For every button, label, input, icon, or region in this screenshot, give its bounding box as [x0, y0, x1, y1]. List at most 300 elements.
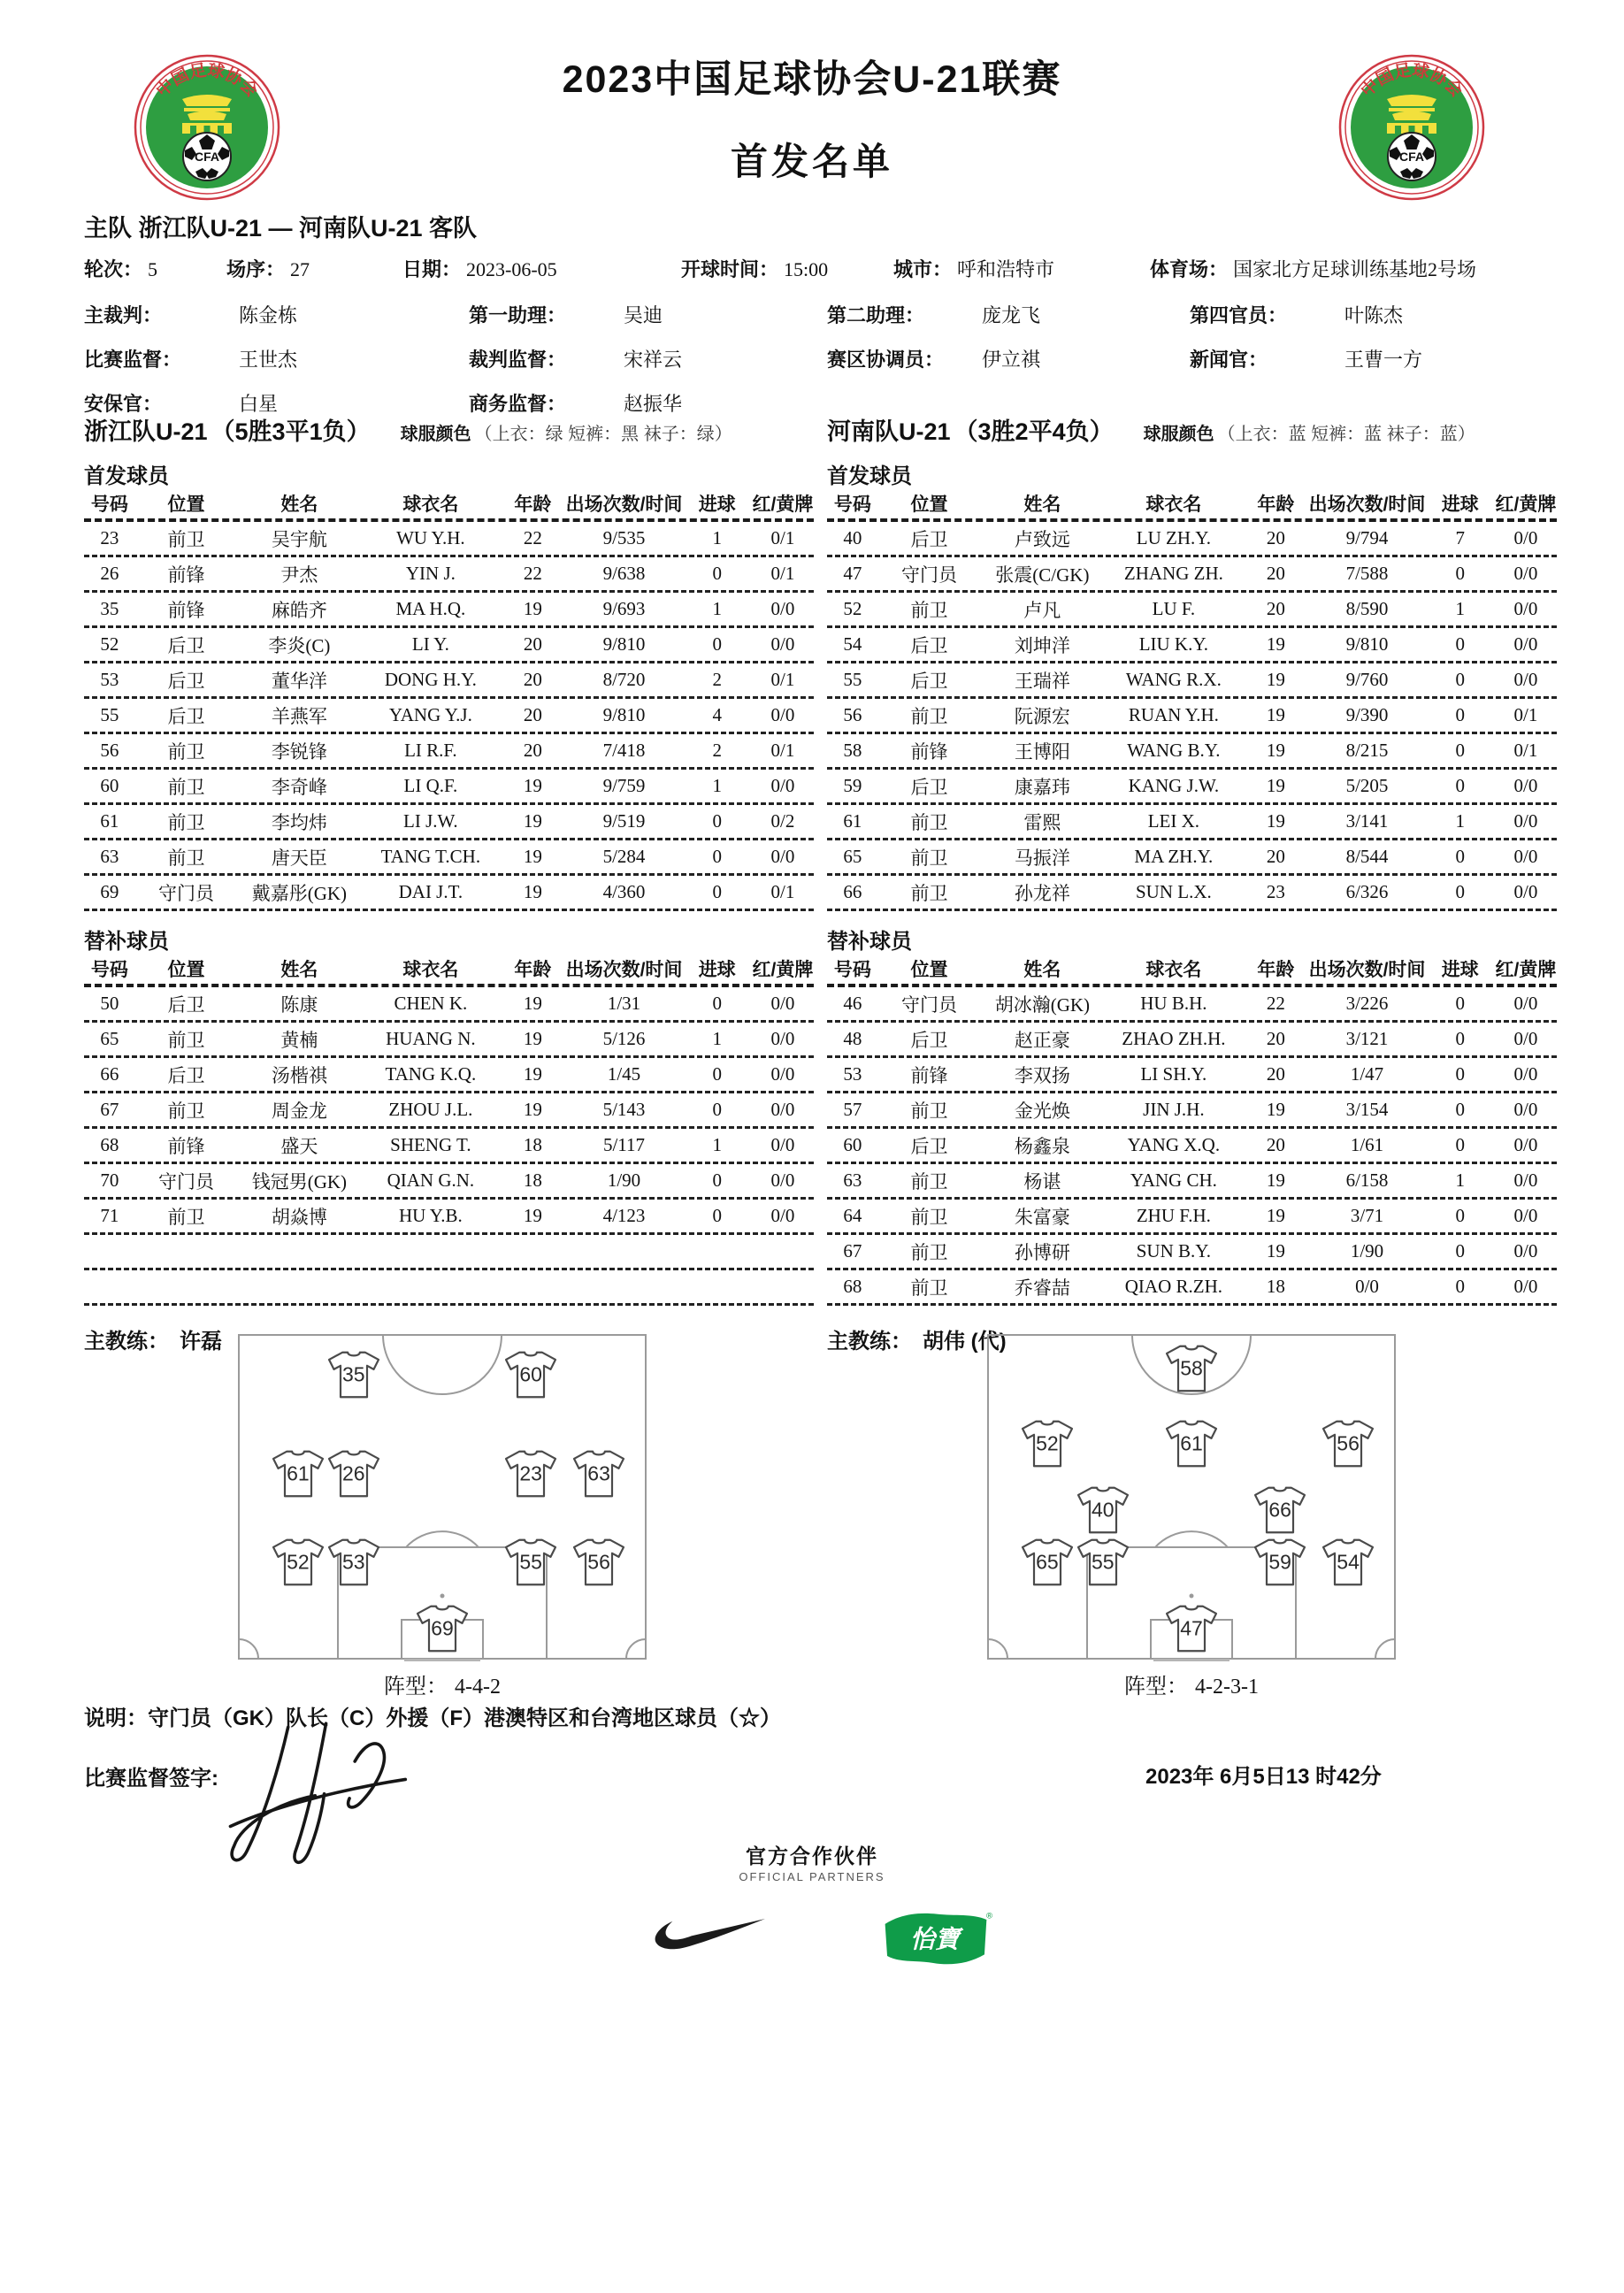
player-position: 前卫: [910, 882, 948, 904]
player-apps-time: 1/31: [607, 993, 641, 1014]
officials-row: [0, 345, 1624, 375]
official-label: 第四官员：: [1190, 304, 1288, 326]
jersey-icon: [1076, 1485, 1130, 1534]
player-position: 后卫: [167, 1064, 205, 1086]
player-apps-time: 5/117: [602, 1134, 646, 1155]
player-number: 58: [843, 740, 862, 761]
cfa-ring-text: 中国足球协会: [153, 61, 261, 101]
player-position: 前卫: [167, 1029, 205, 1051]
player-jersey-name: WANG R.X.: [1125, 669, 1222, 690]
player-goals: 0: [1455, 740, 1465, 761]
official-label: 新闻官：: [1190, 349, 1268, 371]
player-goals: 0: [1455, 633, 1465, 655]
player-number: 54: [843, 633, 862, 655]
player-apps-time: 6/326: [1345, 881, 1389, 902]
col-jersey-name: 球衣名: [1145, 495, 1202, 515]
match-info-value: 呼和浩特市: [957, 258, 1055, 280]
player-name: 李均炜: [271, 811, 327, 833]
player-apps-time: 1/61: [1350, 1134, 1384, 1155]
player-number: 53: [100, 669, 119, 690]
player-number: 71: [100, 1205, 119, 1226]
col-apps-time: 出场次数/时间: [1308, 960, 1426, 980]
player-name: 康嘉玮: [1014, 776, 1070, 798]
player-goals: 7: [1455, 527, 1465, 548]
player-age: 19: [523, 1099, 542, 1120]
player-name: 雷熙: [1023, 811, 1061, 833]
player-age: 19: [1266, 669, 1285, 690]
jersey-icon: [1165, 1604, 1218, 1653]
player-cards: 0/0: [1513, 1028, 1538, 1049]
match-info-item: [681, 255, 828, 282]
col-position: 位置: [167, 495, 205, 515]
player-row: [827, 734, 1557, 770]
player-row: [84, 593, 814, 628]
player-jersey-name: SUN B.Y.: [1136, 1240, 1211, 1262]
player-cards: 0/0: [770, 775, 795, 796]
subs-table: [827, 987, 1557, 1306]
player-goals: 1: [712, 775, 722, 796]
player-goals: 0: [712, 563, 722, 584]
player-apps-time: 9/810: [602, 633, 646, 655]
official-value: 王曹一方: [1344, 349, 1423, 371]
subs-block: [827, 924, 1557, 1306]
player-position: 前锋: [910, 1064, 948, 1086]
match-info-item: [226, 255, 310, 282]
player-jersey-name: SUN L.X.: [1135, 881, 1212, 902]
kit-colors-value: （上衣：绿 短裤：黑 袜子：绿）: [474, 425, 732, 444]
note-label: 说明：: [84, 1706, 148, 1730]
player-row: [827, 1093, 1557, 1129]
jersey-number: 66: [1268, 1498, 1291, 1522]
player-row: [827, 805, 1557, 840]
player-position: 后卫: [167, 670, 205, 692]
player-row: [84, 770, 814, 805]
official-label: 第二助理：: [827, 304, 925, 326]
player-row: [827, 522, 1557, 557]
player-jersey-name: LI R.F.: [404, 740, 457, 761]
official-label: 商务监督：: [469, 393, 567, 415]
coach-label: 主教练：: [827, 1330, 912, 1354]
yibao-logo-icon: [880, 1909, 995, 1975]
player-name: 胡冰瀚(GK): [994, 993, 1091, 1016]
player-apps-time: 1/90: [1350, 1240, 1384, 1262]
col-position: 位置: [910, 960, 948, 980]
official-item: [84, 345, 464, 372]
player-cards: 0/0: [770, 1134, 795, 1155]
player-row: [827, 987, 1557, 1023]
player-goals: 2: [712, 669, 722, 690]
player-apps-time: 6/158: [1345, 1170, 1389, 1191]
officials-row: [0, 301, 1624, 331]
player-apps-time: 9/759: [602, 775, 646, 796]
jersey-number: 53: [342, 1550, 365, 1574]
table-header: [827, 954, 1557, 984]
player-goals: 1: [1455, 810, 1465, 832]
col-apps-time: 出场次数/时间: [565, 495, 683, 515]
player-name: 羊燕军: [271, 705, 327, 727]
player-goals: 1: [712, 1134, 722, 1155]
player-jersey-name: HUANG N.: [386, 1028, 476, 1049]
player-number: 66: [843, 881, 862, 902]
player-age: 19: [523, 598, 542, 619]
formation-value: 4-4-2: [455, 1676, 501, 1699]
col-number: 号码: [833, 960, 871, 980]
subs-section-label: 替补球员: [84, 930, 169, 954]
player-jersey-name: WU Y.H.: [396, 527, 465, 548]
player-jersey-name: TANG T.CH.: [380, 846, 481, 867]
player-name: 张震(C/GK): [995, 564, 1090, 586]
formation-label: 阵型：: [384, 1675, 448, 1699]
player-name: 马振洋: [1014, 847, 1070, 869]
player-cards: 0/0: [1513, 1134, 1538, 1155]
col-position: 位置: [167, 960, 205, 980]
player-row: [827, 1270, 1557, 1306]
player-position: 前卫: [910, 1241, 948, 1263]
player-name: 钱冠男(GK): [251, 1170, 348, 1193]
player-position: 前卫: [910, 1170, 948, 1193]
note-text: 守门员（GK）队长（C）外援（F）港澳特区和台湾地区球员（☆）: [148, 1706, 781, 1730]
official-label: 裁判监督：: [469, 349, 567, 371]
goal-bar: [404, 1659, 480, 1661]
col-age: 年龄: [1257, 960, 1295, 980]
player-cards: 0/0: [1513, 1240, 1538, 1262]
player-position: 前锋: [167, 564, 205, 586]
player-cards: 0/0: [1513, 775, 1538, 796]
player-age: 19: [1266, 1099, 1285, 1120]
match-info-label: 开球时间：: [681, 258, 779, 280]
player-row: [827, 770, 1557, 805]
player-apps-time: 8/720: [602, 669, 646, 690]
player-name: 刘坤洋: [1014, 634, 1070, 656]
jersey-icon: [416, 1604, 469, 1653]
jersey-icon: [504, 1538, 557, 1587]
player-goals: 1: [1455, 1170, 1465, 1191]
player-cards: 0/0: [1513, 1205, 1538, 1226]
player-age: 20: [1266, 1134, 1285, 1155]
player-goals: 2: [712, 740, 722, 761]
player-number: 26: [100, 563, 119, 584]
player-number: 35: [100, 598, 119, 619]
player-position: 守门员: [158, 882, 214, 904]
player-age: 20: [1266, 1028, 1285, 1049]
player-position: 前卫: [167, 811, 205, 833]
player-age: 22: [1266, 993, 1285, 1014]
player-position: 前卫: [167, 740, 205, 763]
player-jersey-name: HU B.H.: [1140, 993, 1207, 1014]
player-cards: 0/0: [770, 704, 795, 725]
nike-logo-icon: [653, 1918, 766, 1960]
player-apps-time: 9/810: [602, 704, 646, 725]
player-number: 53: [843, 1063, 862, 1085]
player-cards: 0/1: [1513, 740, 1538, 761]
player-cards: 0/0: [1513, 846, 1538, 867]
jersey-number: 35: [342, 1362, 365, 1386]
player-name: 乔睿喆: [1014, 1277, 1070, 1299]
team-panel-away: [827, 412, 1557, 1354]
jersey-number: 56: [587, 1550, 610, 1574]
player-number: 46: [843, 993, 862, 1014]
player-cards: 0/0: [770, 1099, 795, 1120]
player-age: 19: [1266, 1240, 1285, 1262]
player-goals: 0: [1455, 1205, 1465, 1226]
player-name: 汤楷祺: [271, 1064, 327, 1086]
player-cards: 0/0: [1513, 598, 1538, 619]
jersey-icon: [572, 1449, 625, 1498]
player-cards: 0/0: [770, 993, 795, 1014]
player-apps-time: 5/143: [602, 1099, 646, 1120]
player-goals: 0: [1455, 1276, 1465, 1297]
official-value: 叶陈杰: [1344, 304, 1404, 326]
player-name: 孙龙祥: [1014, 882, 1070, 904]
player-row: [84, 1093, 814, 1129]
player-goals: 0: [1455, 993, 1465, 1014]
player-cards: 0/1: [770, 563, 795, 584]
player-age: 19: [523, 881, 542, 902]
jersey-icon: [272, 1449, 325, 1498]
player-position: 前卫: [910, 1277, 948, 1299]
player-apps-time: 8/590: [1345, 598, 1389, 619]
player-goals: 0: [1455, 669, 1465, 690]
kit-colors-value: （上衣：蓝 短裤：蓝 袜子：蓝）: [1217, 425, 1475, 444]
player-cards: 0/0: [1513, 993, 1538, 1014]
player-name: 金光焕: [1014, 1100, 1070, 1122]
col-age: 年龄: [1257, 495, 1295, 515]
player-number: 55: [843, 669, 862, 690]
player-age: 19: [1266, 633, 1285, 655]
jersey-icon: [1253, 1538, 1306, 1587]
kit-colors-label: 球服颜色: [1143, 425, 1214, 444]
player-position: 前卫: [167, 847, 205, 869]
jersey-number: 55: [1092, 1550, 1115, 1574]
player-jersey-name: ZHANG ZH.: [1123, 563, 1223, 584]
col-jersey-name: 球衣名: [402, 960, 459, 980]
player-jersey-name: CHEN K.: [394, 993, 468, 1014]
player-name: 李炎(C): [268, 634, 331, 656]
team-name: 河南队U-21: [827, 418, 951, 445]
player-apps-time: 5/284: [602, 846, 646, 867]
jersey-icon: [272, 1538, 325, 1587]
player-row: [827, 593, 1557, 628]
player-row: [84, 522, 814, 557]
player-age: 19: [523, 1205, 542, 1226]
player-age: 19: [1266, 704, 1285, 725]
player-name: 陈康: [280, 993, 318, 1016]
player-position: 前卫: [910, 1100, 948, 1122]
player-age: 19: [523, 1028, 542, 1049]
player-position: 前锋: [167, 1135, 205, 1157]
player-jersey-name: QIAN G.N.: [387, 1170, 475, 1191]
player-age: 19: [523, 846, 542, 867]
col-name: 姓名: [280, 495, 318, 515]
player-position: 后卫: [167, 993, 205, 1016]
subs-table: [84, 987, 814, 1235]
jersey-icon: [1253, 1485, 1306, 1534]
player-number: 61: [100, 810, 119, 832]
team-record: （5胜3平1负）: [211, 418, 371, 445]
player-goals: 0: [712, 1099, 722, 1120]
player-cards: 0/0: [770, 1205, 795, 1226]
coach-name: 许磊: [180, 1330, 222, 1354]
player-name: 卢致远: [1014, 528, 1070, 550]
player-row: [827, 557, 1557, 593]
team-panel-home: [84, 412, 814, 1354]
player-row: [827, 699, 1557, 734]
player-apps-time: 9/519: [602, 810, 646, 832]
player-apps-time: 3/141: [1345, 810, 1389, 832]
jersey-icon: [504, 1351, 557, 1400]
player-apps-time: 9/638: [602, 563, 646, 584]
match-info-item: [893, 255, 1054, 282]
official-item: [1190, 301, 1570, 328]
player-goals: 0: [1455, 1240, 1465, 1262]
player-name: 李锐锋: [271, 740, 327, 763]
player-row: [827, 663, 1557, 699]
player-apps-time: 8/215: [1345, 740, 1389, 761]
player-row: [84, 987, 814, 1023]
player-position: 守门员: [158, 1170, 214, 1193]
jersey-number: 26: [342, 1461, 365, 1485]
player-row: [84, 805, 814, 840]
player-goals: 4: [712, 704, 722, 725]
player-jersey-name: LI Y.: [411, 633, 449, 655]
player-name: 孙博研: [1014, 1241, 1070, 1263]
player-apps-time: 9/794: [1345, 527, 1389, 548]
player-jersey-name: SHENG T.: [390, 1134, 471, 1155]
player-row: [84, 1023, 814, 1058]
player-position: 前锋: [167, 599, 205, 621]
jersey-number: 69: [431, 1616, 454, 1640]
official-label: 安保官：: [84, 393, 163, 415]
table-header: [84, 954, 814, 984]
match-info-value: 15:00: [784, 258, 829, 280]
player-goals: 0: [1455, 1063, 1465, 1085]
player-jersey-name: YANG CH.: [1130, 1170, 1217, 1191]
player-number: 65: [843, 846, 862, 867]
player-row: [827, 1023, 1557, 1058]
registered-mark: ®: [986, 1911, 993, 1921]
page-title: 2023中国足球协会U-21联赛: [562, 58, 1062, 101]
player-number: 59: [843, 775, 862, 796]
jersey-number: 61: [1180, 1431, 1203, 1455]
jersey-number: 63: [587, 1461, 610, 1485]
player-age: 18: [1266, 1276, 1285, 1297]
player-row: [84, 1200, 814, 1235]
player-position: 前卫: [167, 776, 205, 798]
player-cards: 0/0: [770, 598, 795, 619]
match-info-label: 城市：: [893, 258, 953, 280]
player-row: [84, 1164, 814, 1200]
official-value: 庞龙飞: [982, 304, 1041, 326]
player-position: 前卫: [167, 1100, 205, 1122]
player-number: 48: [843, 1028, 862, 1049]
player-number: 60: [843, 1134, 862, 1155]
player-goals: 0: [712, 633, 722, 655]
formation-value: 4-2-3-1: [1195, 1676, 1259, 1699]
player-row: [827, 628, 1557, 663]
starters-table: [84, 522, 814, 911]
partners-title: 官方合作伙伴: [746, 1844, 878, 1867]
player-age: 20: [1266, 1063, 1285, 1085]
team-header: [84, 412, 814, 446]
player-position: 后卫: [910, 528, 948, 550]
player-jersey-name: YANG X.Q.: [1127, 1134, 1221, 1155]
col-apps-time: 出场次数/时间: [565, 960, 683, 980]
col-age: 年龄: [514, 495, 552, 515]
player-position: 前卫: [167, 528, 205, 550]
yibao-text: 怡寶: [909, 1925, 960, 1953]
player-row: [84, 557, 814, 593]
coach-name: 胡伟 (代): [923, 1330, 1007, 1354]
page-subtitle: 首发名单: [730, 141, 893, 182]
player-position: 后卫: [910, 1029, 948, 1051]
player-age: 19: [1266, 1170, 1285, 1191]
player-age: 19: [523, 810, 542, 832]
col-number: 号码: [833, 495, 871, 515]
player-goals: 0: [1455, 1099, 1465, 1120]
player-number: 52: [843, 598, 862, 619]
matchup-line: 主队 浙江队U-21 — 河南队U-21 客队: [84, 215, 478, 242]
jersey-number: 59: [1268, 1550, 1291, 1574]
player-apps-time: 9/810: [1345, 633, 1389, 655]
formation-pitch-home: [236, 1332, 648, 1661]
player-cards: 0/0: [1513, 1063, 1538, 1085]
formation-label: 阵型：: [1124, 1675, 1188, 1699]
player-goals: 0: [712, 810, 722, 832]
jersey-icon: [1321, 1538, 1375, 1587]
jersey-number: 60: [519, 1362, 542, 1386]
player-name: 尹杰: [280, 564, 318, 586]
player-name: 麻皓齐: [271, 599, 327, 621]
player-name: 李奇峰: [271, 776, 327, 798]
player-row: [827, 1058, 1557, 1093]
player-apps-time: 3/121: [1345, 1028, 1389, 1049]
player-name: 戴嘉彤(GK): [251, 882, 348, 904]
player-jersey-name: TANG K.Q.: [385, 1063, 477, 1085]
jersey-icon: [504, 1449, 557, 1498]
col-cards: 红/黄牌: [752, 495, 814, 515]
col-position: 位置: [910, 495, 948, 515]
player-number: 65: [100, 1028, 119, 1049]
player-position: 前卫: [167, 1206, 205, 1228]
player-position: 守门员: [901, 993, 957, 1016]
player-row: [827, 1200, 1557, 1235]
player-age: 19: [1266, 1205, 1285, 1226]
jersey-icon: [1321, 1420, 1375, 1469]
empty-row: [84, 1270, 814, 1306]
player-position: 前卫: [910, 599, 948, 621]
player-position: 后卫: [910, 670, 948, 692]
player-name: 黄楠: [280, 1029, 318, 1051]
col-cards: 红/黄牌: [752, 960, 814, 980]
player-goals: 0: [1455, 704, 1465, 725]
col-apps-time: 出场次数/时间: [1308, 495, 1426, 515]
player-position: 后卫: [910, 776, 948, 798]
player-goals: 0: [712, 993, 722, 1014]
col-age: 年龄: [514, 960, 552, 980]
formation-label-home: [236, 1668, 648, 1699]
player-row: [84, 663, 814, 699]
match-info-row: [0, 255, 1624, 285]
player-goals: 0: [712, 1170, 722, 1191]
player-jersey-name: LIU K.Y.: [1138, 633, 1209, 655]
jersey-icon: [572, 1538, 625, 1587]
official-label: 第一助理：: [469, 304, 567, 326]
official-label: 主裁判：: [84, 304, 163, 326]
player-cards: 0/0: [1513, 1170, 1538, 1191]
player-goals: 1: [1455, 598, 1465, 619]
player-cards: 0/1: [770, 669, 795, 690]
jersey-number: 61: [287, 1461, 310, 1485]
